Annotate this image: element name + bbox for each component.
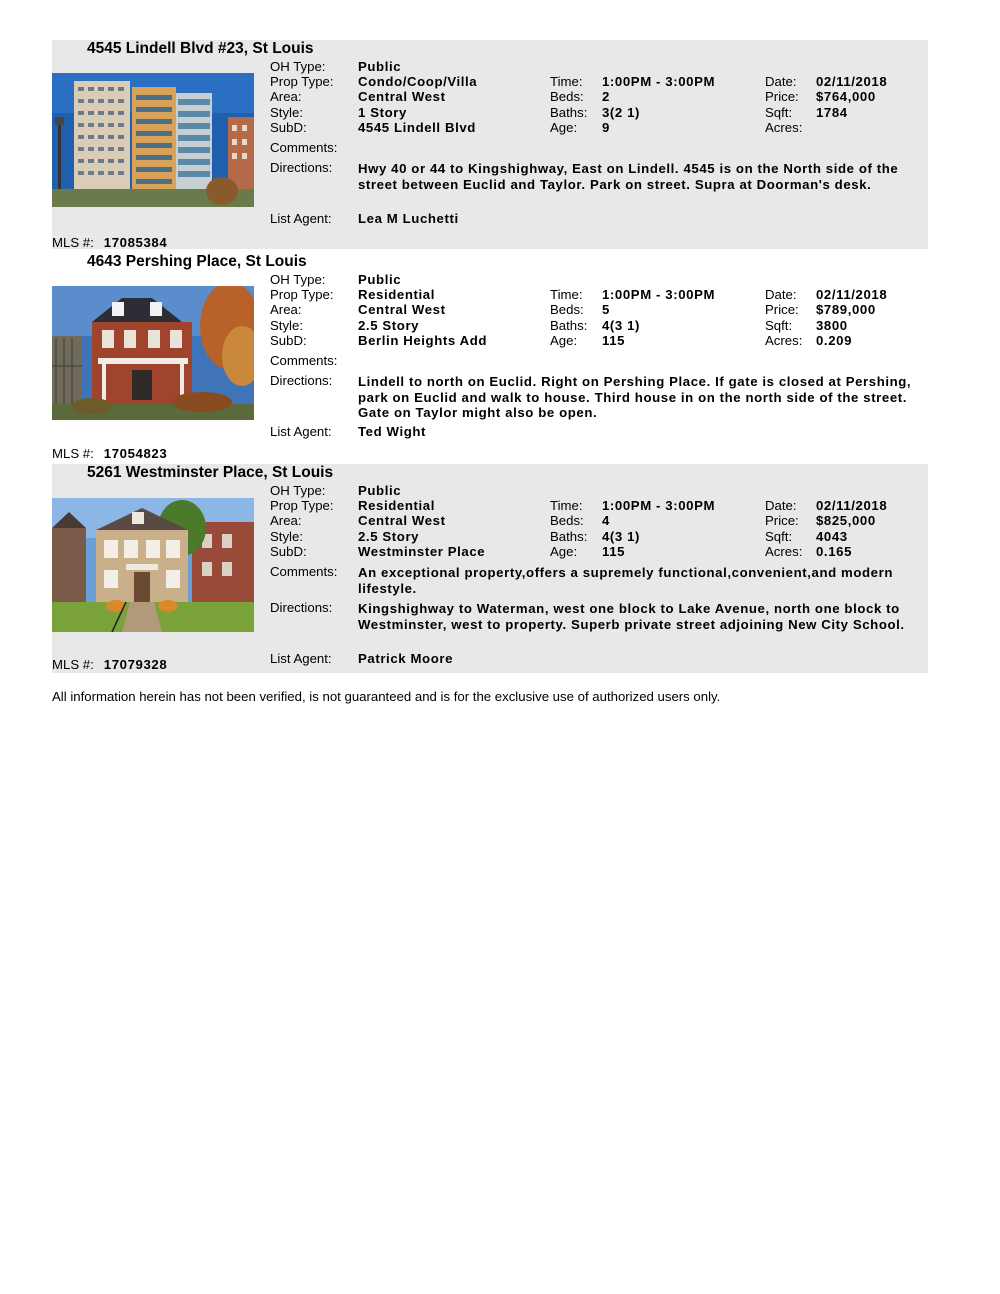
value-subd: Berlin Heights Add xyxy=(358,333,488,348)
label-acres: Acres: xyxy=(765,544,803,559)
value-list-agent[interactable]: Lea M Luchetti xyxy=(358,211,459,226)
label-sqft: Sqft: xyxy=(765,105,793,120)
value-style: 1 Story xyxy=(358,105,407,120)
label-style: Style: xyxy=(270,105,303,120)
label-sqft: Sqft: xyxy=(765,318,793,333)
value-comments: An exceptional property,offers a supremely functional,convenient,and modern lifestyle. xyxy=(358,565,893,596)
value-time: 1:00PM - 3:00PM xyxy=(602,74,716,89)
label-time: Time: xyxy=(550,74,583,89)
label-date: Date: xyxy=(765,287,797,302)
value-sqft: 1784 xyxy=(816,105,848,120)
label-time: Time: xyxy=(550,287,583,302)
label-subd: SubD: xyxy=(270,333,307,348)
listing-address[interactable]: 4545 Lindell Blvd #23, St Louis xyxy=(87,40,314,57)
label-oh-type: OH Type: xyxy=(270,59,326,74)
label-list-agent: List Agent: xyxy=(270,651,332,666)
label-price: Price: xyxy=(765,513,799,528)
value-price: $825,000 xyxy=(816,513,876,528)
label-list-agent: List Agent: xyxy=(270,211,332,226)
label-prop-type: Prop Type: xyxy=(270,287,334,302)
label-area: Area: xyxy=(270,513,302,528)
value-date: 02/11/2018 xyxy=(816,498,888,513)
value-style: 2.5 Story xyxy=(358,529,420,544)
label-acres: Acres: xyxy=(765,333,803,348)
listing-card xyxy=(52,464,928,673)
value-directions: Lindell to north on Euclid. Right on Pershing Place. If gate is closed at Pershing, park on Euclid and walk to house. Third house in on the north side of the street. Gate on Taylor might also be open. xyxy=(358,374,912,420)
value-style: 2.5 Story xyxy=(358,318,420,333)
value-beds: 4 xyxy=(602,513,610,528)
label-age: Age: xyxy=(550,333,578,348)
label-price: Price: xyxy=(765,89,799,104)
value-mls[interactable]: 17054823 xyxy=(103,446,168,461)
value-list-agent[interactable]: Patrick Moore xyxy=(358,651,454,666)
label-date: Date: xyxy=(765,498,797,513)
stone-house-photo[interactable] xyxy=(52,498,254,632)
value-prop-type: Residential xyxy=(358,287,435,302)
label-comments: Comments: xyxy=(270,140,338,155)
label-beds: Beds: xyxy=(550,302,584,317)
label-mls: MLS #: xyxy=(52,657,94,672)
label-directions: Directions: xyxy=(270,160,333,175)
label-area: Area: xyxy=(270,89,302,104)
label-comments: Comments: xyxy=(270,353,338,368)
label-list-agent: List Agent: xyxy=(270,424,332,439)
value-acres: 0.165 xyxy=(816,544,853,559)
label-directions: Directions: xyxy=(270,373,333,388)
value-time: 1:00PM - 3:00PM xyxy=(602,498,716,513)
value-sqft: 3800 xyxy=(816,318,848,333)
condo-tower-photo[interactable] xyxy=(52,73,254,207)
value-subd: Westminster Place xyxy=(358,544,486,559)
disclaimer-text: All information herein has not been verified, is not guaranteed and is for the exclusive use of authorized users only. xyxy=(52,689,721,704)
label-mls: MLS #: xyxy=(52,235,94,250)
condo-tower-image xyxy=(52,73,254,207)
value-baths: 4(3 1) xyxy=(602,529,641,544)
value-prop-type: Residential xyxy=(358,498,435,513)
value-subd: 4545 Lindell Blvd xyxy=(358,120,476,135)
value-directions: Hwy 40 or 44 to Kingshighway, East on Lindell. 4545 is on the North side of the street between Euclid and Taylor. Park on street. Supra at Doorman's desk. xyxy=(358,161,899,192)
listing-address[interactable]: 4643 Pershing Place, St Louis xyxy=(87,253,307,270)
label-time: Time: xyxy=(550,498,583,513)
listing-card xyxy=(52,253,928,453)
label-baths: Baths: xyxy=(550,529,588,544)
label-age: Age: xyxy=(550,544,578,559)
brick-house-image xyxy=(52,286,254,420)
label-sqft: Sqft: xyxy=(765,529,793,544)
label-style: Style: xyxy=(270,318,303,333)
stone-house-image xyxy=(52,498,254,632)
value-oh-type: Public xyxy=(358,272,402,287)
value-age: 115 xyxy=(602,544,626,559)
value-age: 9 xyxy=(602,120,610,135)
label-date: Date: xyxy=(765,74,797,89)
value-area: Central West xyxy=(358,302,446,317)
value-sqft: 4043 xyxy=(816,529,848,544)
label-area: Area: xyxy=(270,302,302,317)
label-oh-type: OH Type: xyxy=(270,483,326,498)
value-beds: 2 xyxy=(602,89,610,104)
label-prop-type: Prop Type: xyxy=(270,74,334,89)
label-price: Price: xyxy=(765,302,799,317)
value-area: Central West xyxy=(358,89,446,104)
value-acres: 0.209 xyxy=(816,333,853,348)
value-mls[interactable]: 17079328 xyxy=(103,657,168,672)
value-age: 115 xyxy=(602,333,626,348)
label-baths: Baths: xyxy=(550,105,588,120)
value-mls[interactable]: 17085384 xyxy=(103,235,168,250)
value-list-agent[interactable]: Ted Wight xyxy=(358,424,427,439)
value-baths: 4(3 1) xyxy=(602,318,641,333)
value-area: Central West xyxy=(358,513,446,528)
value-date: 02/11/2018 xyxy=(816,287,888,302)
value-price: $789,000 xyxy=(816,302,876,317)
label-comments: Comments: xyxy=(270,564,338,579)
listing-card xyxy=(52,40,928,249)
label-subd: SubD: xyxy=(270,544,307,559)
label-prop-type: Prop Type: xyxy=(270,498,334,513)
value-beds: 5 xyxy=(602,302,610,317)
label-beds: Beds: xyxy=(550,89,584,104)
label-acres: Acres: xyxy=(765,120,803,135)
value-oh-type: Public xyxy=(358,483,402,498)
label-style: Style: xyxy=(270,529,303,544)
label-subd: SubD: xyxy=(270,120,307,135)
value-time: 1:00PM - 3:00PM xyxy=(602,287,716,302)
value-prop-type: Condo/Coop/Villa xyxy=(358,74,478,89)
brick-house-photo[interactable] xyxy=(52,286,254,420)
label-baths: Baths: xyxy=(550,318,588,333)
label-beds: Beds: xyxy=(550,513,584,528)
mls-number xyxy=(52,235,167,251)
mls-number xyxy=(52,446,167,462)
value-price: $764,000 xyxy=(816,89,876,104)
label-directions: Directions: xyxy=(270,600,333,615)
label-mls: MLS #: xyxy=(52,446,94,461)
label-oh-type: OH Type: xyxy=(270,272,326,287)
value-date: 02/11/2018 xyxy=(816,74,888,89)
label-age: Age: xyxy=(550,120,578,135)
listing-address[interactable]: 5261 Westminster Place, St Louis xyxy=(87,464,334,481)
mls-number xyxy=(52,657,167,673)
value-directions: Kingshighway to Waterman, west one block to Lake Avenue, north one block to Westminster, west to property. Superb private street adjoining New City School. xyxy=(358,601,905,632)
value-baths: 3(2 1) xyxy=(602,105,641,120)
value-oh-type: Public xyxy=(358,59,402,74)
